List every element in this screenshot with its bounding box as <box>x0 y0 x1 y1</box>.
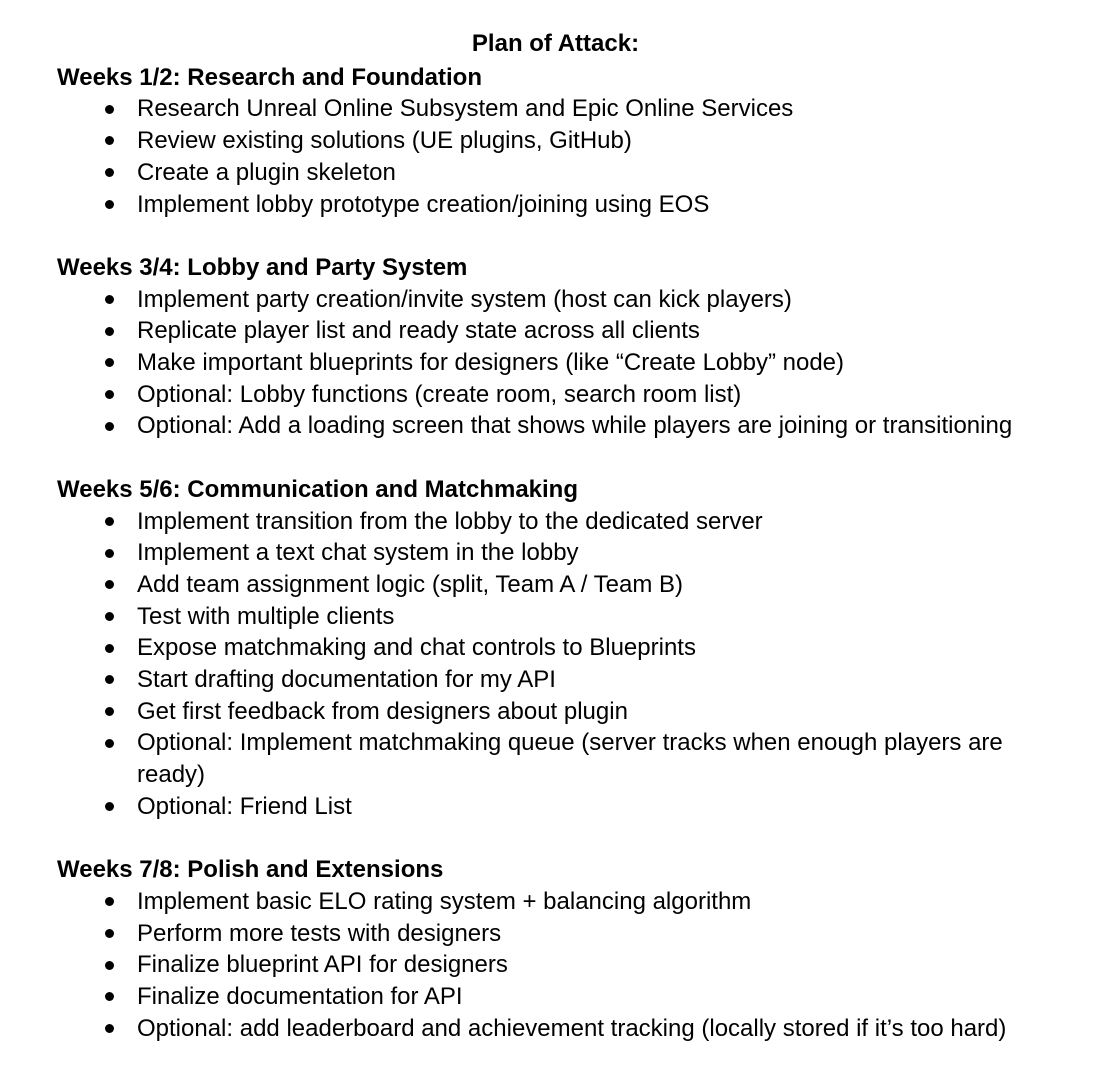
list-item: Add team assignment logic (split, Team A / Team B) <box>137 569 1047 601</box>
section-heading: Weeks 1/2: Research and Foundation <box>57 63 483 91</box>
list-item: Test with multiple clients <box>137 601 1047 633</box>
list-item: Expose matchmaking and chat controls to Blueprints <box>137 632 1047 664</box>
plan-section <box>57 252 1071 442</box>
list-item: Replicate player list and ready state across all clients <box>137 315 1047 347</box>
list-item: Optional: Lobby functions (create room, search room list) <box>137 379 1047 411</box>
list-item: Review existing solutions (UE plugins, GitHub) <box>137 125 1047 157</box>
list-item: Research Unreal Online Subsystem and Epic Online Services <box>137 93 1047 125</box>
plan-section <box>57 474 1071 823</box>
list-item: Implement basic ELO rating system + balancing algorithm <box>137 886 1047 918</box>
list-item: Implement transition from the lobby to the dedicated server <box>137 506 1047 538</box>
document-title: Plan of Attack: <box>471 30 640 57</box>
section-heading: Weeks 5/6: Communication and Matchmaking <box>57 475 579 503</box>
list-item: Perform more tests with designers <box>137 918 1047 950</box>
sections-container <box>57 62 1071 1045</box>
list-item: Implement lobby prototype creation/joining using EOS <box>137 189 1047 221</box>
list-item: Implement a text chat system in the lobby <box>137 537 1047 569</box>
list-item: Get first feedback from designers about plugin <box>137 696 1047 728</box>
list-item: Optional: Friend List <box>137 791 1047 823</box>
bullet-list <box>57 886 1071 1045</box>
list-item: Finalize documentation for API <box>137 981 1047 1013</box>
list-item: Finalize blueprint API for designers <box>137 949 1047 981</box>
bullet-list <box>57 506 1071 823</box>
list-item: Optional: add leaderboard and achievement tracking (locally stored if it’s too hard) <box>137 1013 1047 1045</box>
section-heading: Weeks 3/4: Lobby and Party System <box>57 253 468 281</box>
list-item: Start drafting documentation for my API <box>137 664 1047 696</box>
list-item: Make important blueprints for designers (like “Create Lobby” node) <box>137 347 1047 379</box>
plan-section <box>57 854 1071 1044</box>
plan-section <box>57 62 1071 221</box>
list-item: Optional: Add a loading screen that shows while players are joining or transitioning <box>137 410 1047 442</box>
bullet-list <box>57 93 1071 220</box>
list-item: Optional: Implement matchmaking queue (server tracks when enough players are ready) <box>137 727 1047 790</box>
list-item: Create a plugin skeleton <box>137 157 1047 189</box>
section-heading: Weeks 7/8: Polish and Extensions <box>57 856 444 884</box>
list-item: Implement party creation/invite system (host can kick players) <box>137 284 1047 316</box>
bullet-list <box>57 284 1071 443</box>
